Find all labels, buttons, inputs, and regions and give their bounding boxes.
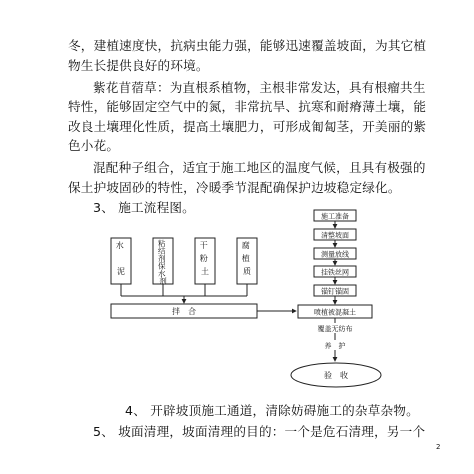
text-line: 色小花。 — [68, 138, 120, 153]
text-line: 5、 坡面清理，坡面清理的目的：一个是危石清理，另一个 — [93, 424, 426, 439]
text-line: 保土护坡固砂的特性，冷暖季节混配确保护边坡稳定绿化。 — [68, 180, 401, 195]
step-label: 锚钉锚固 — [321, 287, 349, 296]
step-label: 养 护 — [324, 342, 346, 350]
text-line: 特性，能够固定空气中的氮，非常抗旱、抗寒和耐瘠薄土壤，能 — [68, 99, 427, 114]
step-label: 清整坡面 — [321, 231, 349, 240]
step-label: 挂铁丝网 — [321, 268, 349, 277]
text-line: 紫花苜蓿草：为直根系植物，主根非常发达，具有根瘤共生 — [93, 80, 426, 95]
step-label: 测量放线 — [321, 250, 349, 259]
material-label: 干 粉 土 — [199, 241, 209, 276]
mix-label: 拌 合 — [172, 307, 196, 316]
page-number: 2 — [436, 443, 441, 451]
step-label: 施工准备 — [321, 212, 349, 221]
material-label: 腐 植 质 — [241, 241, 251, 276]
text-line: 改良土壤理化性质，提高土壤肥力，可形成匍匐茎，开美丽的紫 — [68, 119, 427, 134]
text-line: 冬，建植速度快，抗病虫能力强，能够迅速覆盖坡面，为其它植 — [68, 38, 427, 53]
text-line: 混配种子组合，适宜于施工地区的温度气候，且具有极强的 — [93, 160, 426, 175]
material-char: 泥 — [117, 267, 125, 276]
text-line: 4、 开辟坡顶施工通道，清除妨碍施工的杂草杂物。 — [125, 403, 419, 418]
section-heading: 3、 施工流程图。 — [93, 200, 195, 215]
material-label: 粘 结 剂 保 水 剂 — [158, 239, 167, 286]
material-char: 水 — [115, 241, 124, 250]
step-label: 验 收 — [324, 371, 348, 380]
text-line: 物生长提供良好的环境。 — [68, 58, 209, 73]
step-label: 覆盖无纺布 — [317, 325, 353, 333]
step-label: 喷植被混凝土 — [314, 308, 356, 317]
